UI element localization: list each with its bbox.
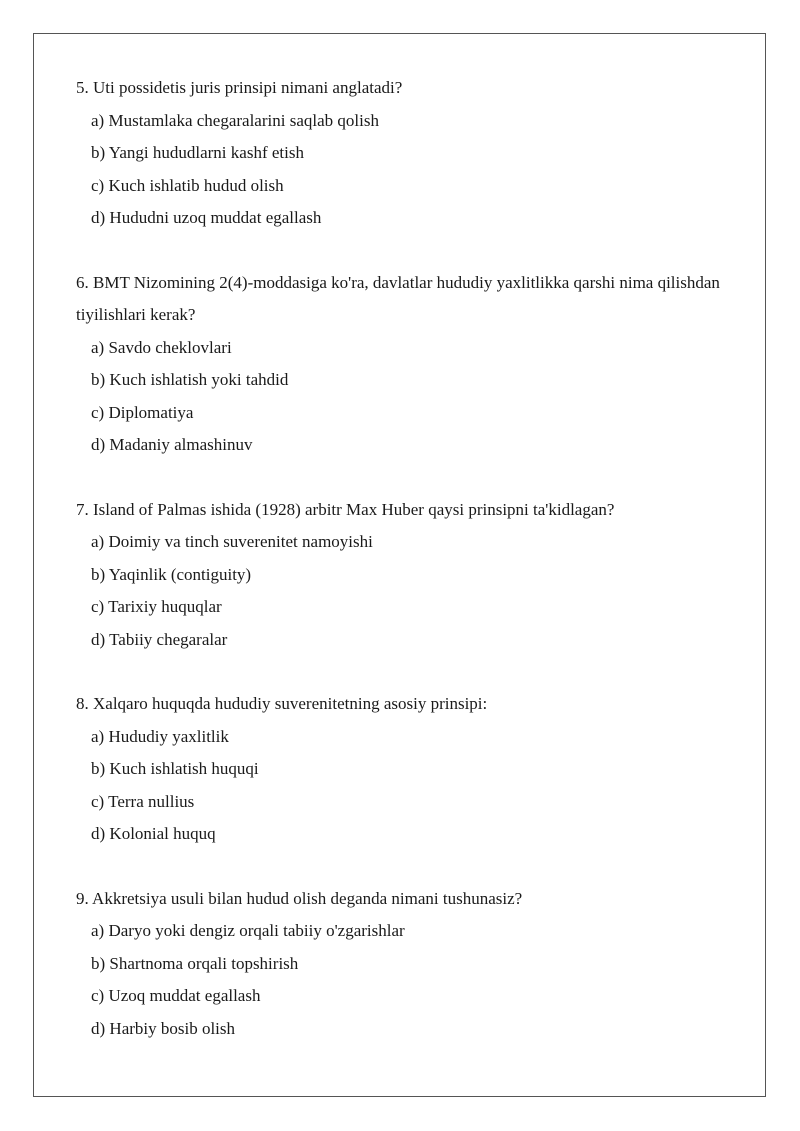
question-text: 7. Island of Palmas ishida (1928) arbitr Max Huber qaysi prinsipni ta'kidlagan? (76, 499, 615, 519)
question-8 (76, 688, 736, 851)
question-7 (76, 494, 736, 657)
question-9 (76, 883, 736, 1046)
option-d: d) Hududni uzoq muddat egallash (91, 208, 322, 227)
question-text: 9. Akkretsiya usuli bilan hudud olish deganda nimani tushunasiz? (76, 888, 523, 908)
option-b: b) Shartnoma orqali topshirish (91, 953, 299, 973)
option-c: c) Terra nullius (91, 791, 195, 811)
option-b: b) Yangi hududlarni kashf etish (91, 143, 304, 162)
question-text: 5. Uti possidetis juris prinsipi nimani anglatadi? (76, 78, 403, 97)
option-c: c) Diplomatiya (91, 402, 194, 422)
option-c: c) Kuch ishlatib hudud olish (91, 175, 284, 195)
option-a: a) Savdo cheklovlari (91, 337, 232, 357)
option-a: a) Daryo yoki dengiz orqali tabiiy o'zgarishlar (91, 921, 405, 940)
question-6 (76, 267, 736, 462)
option-b: b) Yaqinlik (contiguity) (91, 564, 252, 584)
option-d: d) Tabiiy chegaralar (91, 629, 228, 649)
option-c: c) Tarixiy huquqlar (91, 597, 222, 616)
option-b: b) Kuch ishlatish yoki tahdid (91, 370, 289, 389)
question-text: 8. Xalqaro huquqda hududiy suverenitetning asosiy prinsipi: (76, 694, 488, 713)
option-d: d) Kolonial huquq (91, 824, 216, 843)
option-d: d) Harbiy bosib olish (91, 1018, 236, 1038)
option-a: a) Mustamlaka chegaralarini saqlab qolish (91, 110, 379, 130)
question-text: 6. BMT Nizomining 2(4)-moddasiga ko'ra, davlatlar hududiy yaxlitlikka qarshi nima qilishdan tiyilishlari kerak? (76, 272, 720, 324)
option-a: a) Doimiy va tinch suverenitet namoyishi (91, 532, 373, 551)
option-a: a) Hududiy yaxlitlik (91, 726, 229, 746)
option-c: c) Uzoq muddat egallash (91, 986, 261, 1005)
question-5 (76, 72, 736, 235)
document-content (76, 72, 736, 1077)
option-d: d) Madaniy almashinuv (91, 435, 253, 454)
option-b: b) Kuch ishlatish huquqi (91, 759, 259, 778)
